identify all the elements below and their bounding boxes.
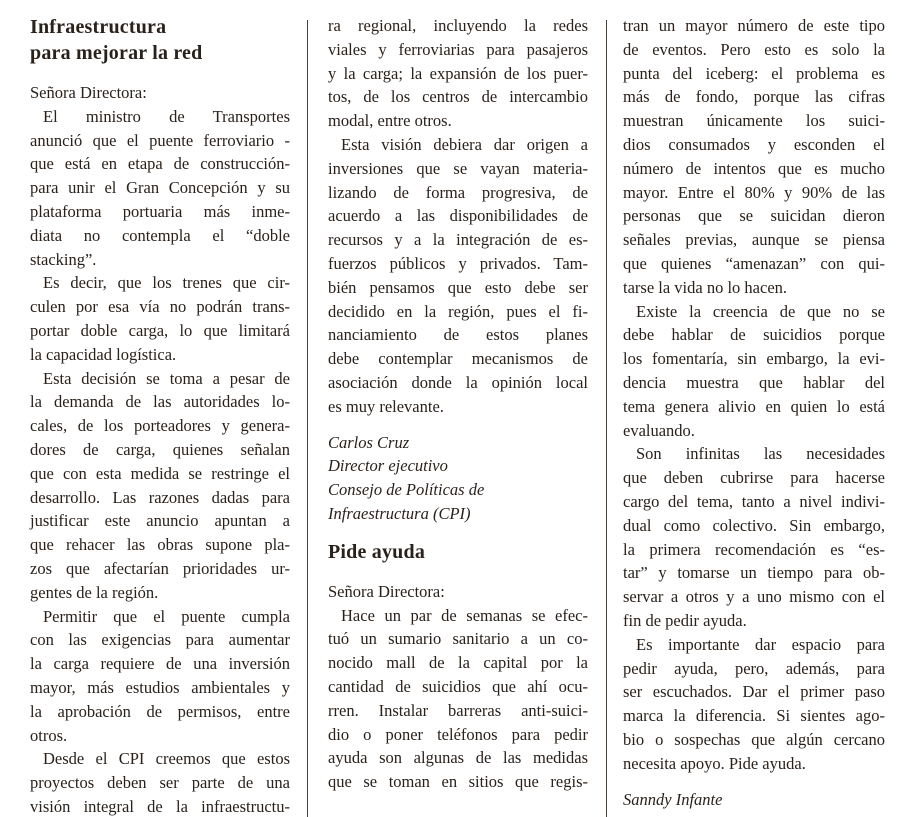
text-line: Existe la creencia de que no se	[636, 301, 885, 321]
signature	[623, 788, 885, 812]
text-line: la capacidad logística.	[30, 344, 177, 364]
text-line: de eventos. Pero esto es solo la	[623, 39, 885, 59]
text-line: Permitir que el puente cumpla	[43, 606, 290, 626]
text-line: Hace un par de semanas se efec-	[341, 605, 588, 625]
paragraph	[30, 367, 290, 605]
text-line: es muy relevante.	[328, 396, 444, 416]
text-line: inversiones que se vayan materia-	[328, 158, 588, 178]
text-line: pedir ayuda, pero, además, para	[623, 658, 885, 678]
text-line: justificar este anuncio apuntan a	[30, 511, 290, 531]
text-line: necesita apoyo. Pide ayuda.	[623, 753, 806, 773]
text-line: Esta visión debiera dar origen a	[341, 134, 588, 154]
paragraph	[30, 271, 290, 366]
text-line: stacking”.	[30, 249, 97, 269]
text-line: recursos y a la integración de es-	[328, 230, 588, 250]
text-line: modal, entre otros.	[328, 111, 452, 131]
text-line: cargo del tema, tanto a nivel indivi-	[623, 491, 885, 511]
text-line: El ministro de Transportes	[43, 106, 290, 126]
letter-heading-line: para mejorar la red	[30, 42, 203, 64]
text-line: nanciamiento de estos planes	[328, 325, 588, 345]
text-line: nocido mall de la capital por la	[328, 653, 588, 673]
paragraph	[623, 633, 885, 776]
paragraph	[623, 14, 885, 300]
paragraph	[30, 105, 290, 272]
paragraph	[623, 442, 885, 632]
signature	[328, 431, 588, 526]
text-line: Es importante dar espacio para	[636, 634, 885, 654]
text-line: diata no contempla el “doble	[30, 225, 290, 245]
text-line: otros.	[30, 725, 68, 745]
text-line: dual como colectivo. Sin embargo,	[623, 515, 885, 535]
text-line: bién pensamos que esto debe ser	[328, 277, 588, 297]
text-line: tran un mayor número de este tipo	[623, 16, 885, 35]
text-line: la primera recomendación es “es-	[623, 539, 885, 559]
text-line: fuerzos públicos y privados. Tam-	[328, 253, 588, 273]
text-line: dencia muestra que hablar del	[623, 372, 885, 392]
signature-line: Consejo de Políticas de	[328, 480, 485, 500]
paragraph	[328, 133, 588, 419]
text-line: ra regional, incluyendo la redes	[328, 16, 588, 35]
text-line: desarrollo. Las razones dadas para	[30, 487, 290, 507]
text-line: tos, de los centros de intercambio	[328, 87, 588, 107]
text-line: para unir el Gran Concepción y su	[30, 178, 290, 198]
text-line: dio o poner teléfonos para pedir	[328, 724, 588, 744]
text-line: tar” y tomarse un tiempo para ob-	[623, 563, 885, 583]
salutation: Señora Directora:	[30, 83, 147, 102]
text-line: visión integral de la infraestructu-	[30, 796, 290, 816]
text-line: Es decir, que los trenes que cir-	[43, 273, 290, 293]
paragraph	[623, 300, 885, 443]
text-line: servar a otros y a uno mismo con el	[623, 587, 885, 607]
text-line: mayor, más estudios ambientales y	[30, 677, 290, 697]
text-line: ser escuchados. Dar el primer paso	[623, 682, 885, 702]
text-line: fin de pedir ayuda.	[623, 610, 747, 630]
text-line: que está en etapa de construcción-	[30, 154, 290, 174]
text-line: cales, de los porteadores y genera-	[30, 416, 290, 436]
text-line: bio o sospechas que algún cercano	[623, 729, 885, 749]
signature-line: Director ejecutivo	[328, 456, 448, 476]
paragraph	[30, 605, 290, 748]
text-line: número de intentos que es mucho	[623, 158, 885, 178]
text-line: culen por esa vía no podrán trans-	[30, 297, 290, 317]
text-line: asociación donde la opinión local	[328, 372, 588, 392]
text-line: acuerdo a las disponibilidades de	[328, 206, 588, 226]
text-line: debe hablar de suicidios porque	[623, 325, 885, 345]
text-line: dores de carga, quienes señalan	[30, 439, 290, 459]
text-line: tema genera alivio en quien lo está	[623, 396, 885, 416]
salutation: Señora Directora:	[328, 581, 445, 601]
text-line: muestran únicamente los suici-	[623, 111, 885, 131]
column-divider-2	[606, 20, 607, 817]
text-line: decidido en la región, pues el fi-	[328, 301, 588, 321]
text-line: dios consumados y esconden el	[623, 134, 885, 154]
paragraph	[328, 604, 588, 794]
column-3	[623, 0, 885, 811]
text-line: plataforma portuaria más inme-	[30, 201, 290, 221]
column-2	[328, 0, 588, 794]
letter-heading-line: Infraestructura	[30, 16, 167, 38]
column-divider-1	[307, 20, 308, 817]
text-line: que se toman en sitios que regis-	[328, 772, 588, 792]
text-line: Son infinitas las necesidades	[636, 444, 885, 464]
text-line: que quienes “amenazan” con qui-	[623, 253, 885, 273]
text-line: señales previas, aunque se piensa	[623, 230, 885, 250]
text-line: punta del iceberg: el problema es	[623, 63, 885, 83]
text-line: que deben cubrirse para hacerse	[623, 468, 885, 488]
text-line: más de fondo, porque las cifras	[623, 87, 885, 107]
text-line: que con esta medida se restringe el	[30, 463, 290, 483]
letter-heading	[328, 539, 588, 565]
text-line: y la carga; la expansión de los puer-	[328, 63, 588, 83]
text-line: evaluando.	[623, 420, 695, 440]
text-line: proyectos deben ser parte de una	[30, 773, 290, 793]
text-line: la demanda de las autoridades lo-	[30, 392, 290, 412]
text-line: gentes de la región.	[30, 582, 159, 602]
text-line: los fomentaría, sin embargo, la evi-	[623, 349, 885, 369]
text-line: la aprobación de permisos, entre	[30, 701, 290, 721]
letter-heading-line: Pide ayuda	[328, 540, 426, 563]
text-line: con las exigencias para aumentar	[30, 630, 290, 650]
paragraph	[30, 747, 290, 817]
letter-heading	[30, 14, 290, 66]
text-line: Esta decisión se toma a pesar de	[43, 368, 290, 388]
text-line: tuó un sumario sanitario a un co-	[328, 629, 588, 649]
text-line: mayor. Entre el 80% y 90% de las	[623, 182, 885, 202]
column-1	[30, 0, 290, 817]
paragraph	[328, 14, 588, 133]
signature-line: Carlos Cruz	[328, 432, 410, 452]
text-line: personas que se suicidan dieron	[623, 206, 885, 226]
signature-line: Sanndy Infante	[623, 789, 723, 809]
text-line: portar doble carga, lo que limitará	[30, 320, 290, 340]
text-line: que rehacer las obras supone pla-	[30, 535, 290, 555]
text-line: anunció que el puente ferroviario -	[30, 130, 290, 150]
text-line: debe contemplar mecanismos de	[328, 349, 588, 369]
text-line: la carga requiere de una inversión	[30, 654, 290, 674]
text-line: tarse la vida no lo hacen.	[623, 277, 788, 297]
signature-line: Infraestructura (CPI)	[328, 503, 471, 523]
text-line: viales y ferroviarias para pasajeros	[328, 39, 588, 59]
text-line: marca la diferencia. Si sientes ago-	[623, 706, 885, 726]
text-line: zos que afectarían prioridades ur-	[30, 558, 290, 578]
text-line: ayuda son algunas de las medidas	[328, 748, 588, 768]
text-line: cantidad de suicidios que ahí ocu-	[328, 676, 588, 696]
text-line: rren. Instalar barreras anti-suici-	[328, 700, 588, 720]
text-line: lizando de forma progresiva, de	[328, 182, 588, 202]
text-line: Desde el CPI creemos que estos	[43, 749, 290, 769]
